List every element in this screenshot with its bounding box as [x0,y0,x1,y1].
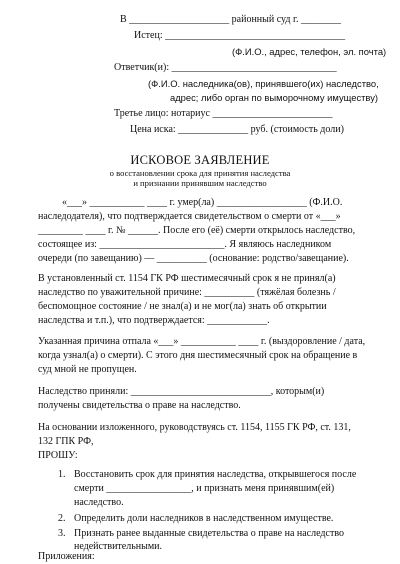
request-number: 1. [58,469,66,480]
request-item-2 [58,513,333,525]
paragraph-2-line: беспомощное состояние / не знал(а) и не мог(ла) знать об открытии [38,301,327,312]
paragraph-1-line: «___» ___________ ____ г. умер(ла) __________________ (Ф.И.О. [62,197,343,208]
court-line: В ____________________ районный суд г. ________ [120,14,341,25]
request-text: Признать ранее выданные свидетельства о праве на наследство [74,528,344,539]
paragraph-1-line: наследодателя), что подтверждается свидетельством о смерти от «___» [38,211,341,222]
respondent-hint-1: (Ф.И.О. наследника(ов), принявшего(их) наследство, [148,78,379,89]
third-party-line: Третье лицо: нотариус ________________________ [114,108,333,119]
paragraph-5-line: На основании изложенного, руководствуясь ст. 1154, 1155 ГК РФ, ст. 131, [38,422,351,433]
respondent-hint-2: адрес; либо орган по выморочному имуществу) [170,92,379,103]
request-label: ПРОШУ: [38,450,78,461]
paragraph-1-line: очереди (по завещанию) — __________ (основание: родство/завещание). [38,253,349,264]
document-subtitle-1: о восстановлении срока для принятия наследства [109,168,291,178]
paragraph-3-line: Указанная причина отпала «___» ___________ ____ г. (выздоровление / дата, [38,336,366,347]
request-item-3-cont: недействительными. [74,541,163,552]
respondent-line: Ответчик(и): _________________________________ [114,62,337,73]
request-item-1 [58,469,356,481]
paragraph-3-line: когда узнал(а) о смерти). С этого дня шестимесячный срок на обращение в [38,350,358,361]
document-subtitle-2: и признании принявшим наследство [133,178,267,188]
paragraph-4-line: Наследство приняли: ____________________________, которым(и) [38,386,325,397]
request-item-1-cont: смерти _________________, и признать меня принявшим(ей) [74,483,335,494]
document-title: ИСКОВОЕ ЗАЯВЛЕНИЕ [130,153,270,167]
paragraph-4-line: получены свидетельства о праве на наследство. [38,400,241,411]
plaintiff-hint: (Ф.И.О., адрес, телефон, эл. почта) [232,46,387,57]
request-number: 3. [58,528,66,539]
request-item-3 [58,528,344,540]
request-number: 2. [58,513,66,524]
attachments-label: Приложения: [38,551,95,562]
paragraph-5-line: 132 ГПК РФ, [38,436,94,447]
paragraph-3-line: суд мной не пропущен. [38,364,137,375]
paragraph-2-line: наследство по уважительной причине: __________ (тяжёлая болезнь / [38,287,336,298]
paragraph-2-line: В установленный ст. 1154 ГК РФ шестимесячный срок я не принял(а) [38,273,336,284]
paragraph-2-line: наследства и т.п.), что подтверждается: ____________. [38,315,270,326]
request-text: Определить доли наследников в наследственном имуществе. [74,513,334,524]
request-text: Восстановить срок для принятия наследства, открывшегося после [74,469,357,480]
paragraph-1-line: _________ ____ г. № ______. После его (её) смерти открылось наследство, [38,225,356,236]
plaintiff-line: Истец: ____________________________________ [134,30,346,41]
request-item-1-cont: наследство. [74,497,124,508]
claim-price-line: Цена иска: ______________ руб. (стоимость доли) [130,124,344,135]
paragraph-1-line: состоящее из: _________________________. Я являюсь наследником [38,239,332,250]
